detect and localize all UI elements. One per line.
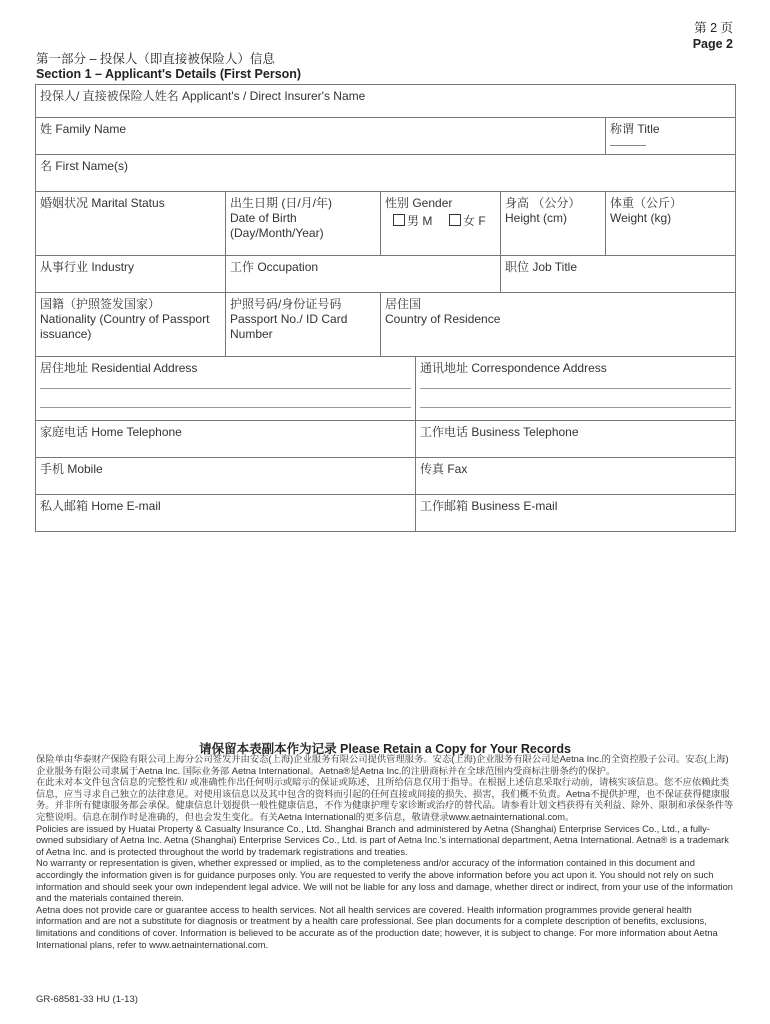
dob-format: (Day/Month/Year) [230, 226, 324, 240]
applicant-name-label: 投保人/ 直接被保险人姓名 Applicant's / Direct Insurer's Name [40, 89, 366, 103]
gender-label: 性别 Gender [385, 196, 453, 210]
job-title-field[interactable] [501, 256, 736, 293]
page-number-cn: 第 2 页 [694, 21, 733, 35]
weight-label-en: Weight (kg) [610, 211, 672, 225]
industry-field[interactable] [36, 256, 226, 293]
home-email-label: 私人邮箱 Home E-mail [40, 499, 161, 513]
mobile-field[interactable] [36, 458, 416, 495]
passport-label-cn: 护照号码/身份证号码 [230, 297, 342, 311]
residence-label-cn: 居住国 [385, 297, 422, 311]
dob-label-en: Date of Birth [230, 211, 297, 225]
residential-address-label: 居住地址 Residential Address [40, 361, 198, 375]
page-number-en: Page 2 [692, 37, 733, 51]
retain-copy-heading: 请保留本表副本作为记录 Please Retain a Copy for Your Records [199, 742, 571, 756]
disclaimer [36, 754, 736, 951]
title-field[interactable] [606, 118, 736, 155]
home-telephone-label: 家庭电话 Home Telephone [40, 425, 182, 439]
female-label: 女 F [463, 214, 486, 228]
nationality-label-cn: 国籍（护照签发国家） [40, 297, 161, 311]
mobile-label: 手机 Mobile [40, 462, 103, 476]
male-checkbox[interactable] [393, 214, 405, 226]
home-email-field[interactable] [36, 495, 416, 532]
family-name-field[interactable] [36, 118, 606, 155]
fax-field[interactable] [416, 458, 736, 495]
first-name-label: 名 First Name(s) [40, 159, 128, 173]
applicant-name-field[interactable] [36, 85, 736, 118]
disclaimer-en-3: Aetna does not provide care or guarantee access to health services. Not all health services are covered. Health information programmes provide general health information and are not a substitute for diagnosis or treatment by a health care professional. See plan documents for a complete description of benefits, exclusions, limitations and conditions of cover. Information is believed to be accurate as of the production date; however, it is subject to change. For more information about Aetna International plans, refer to www.aetnainternational.com. [36, 904, 718, 950]
section-heading [36, 52, 301, 82]
occupation-label: 工作 Occupation [230, 260, 319, 274]
passport-field[interactable] [226, 293, 381, 357]
disclaimer-en-2: No warranty or representation is given, whether expressed or implied, as to the completeness and/or accuracy of the information contained in this document and accordingly the information given is for guidance purposes only. You are requested to verify the above information before you act upon it. You should not rely on such information and should seek your own independent legal advice. We will not be liable for any loss and damage, whether direct or indirect, from your use of the information and the materials contained therein. [36, 858, 733, 904]
dob-label-cn: 出生日期 (日/月/年) [230, 196, 332, 210]
address-line [40, 388, 411, 389]
correspondence-address-label: 通讯地址 Correspondence Address [420, 361, 607, 375]
job-title-label: 职位 Job Title [505, 260, 578, 274]
weight-label-cn: 体重（公斤） [610, 196, 683, 210]
male-label: 男 M [407, 214, 433, 228]
fax-label: 传真 Fax [420, 462, 468, 476]
industry-label: 从事行业 Industry [40, 260, 135, 274]
applicant-form [35, 84, 736, 532]
business-telephone-label: 工作电话 Business Telephone [420, 425, 579, 439]
residence-label-en: Country of Residence [385, 312, 501, 326]
first-name-field[interactable] [36, 155, 736, 192]
section-title-en: Section 1 – Applicant's Details (First Person) [36, 67, 302, 81]
family-name-label: 姓 Family Name [40, 122, 127, 136]
address-line [40, 407, 411, 408]
home-telephone-field[interactable] [36, 421, 416, 458]
correspondence-address-field[interactable] [416, 357, 736, 421]
section-title-cn: 第一部分 – 投保人（即直接被保险人）信息 [36, 52, 275, 66]
residential-address-field[interactable] [36, 357, 416, 421]
business-email-label: 工作邮箱 Business E-mail [420, 499, 558, 513]
dob-field[interactable] [226, 192, 381, 256]
page-number [693, 20, 733, 52]
business-telephone-field[interactable] [416, 421, 736, 458]
weight-field[interactable] [606, 192, 736, 256]
height-field[interactable] [501, 192, 606, 256]
nationality-field[interactable] [36, 293, 226, 357]
title-label: 称谓 Title [610, 122, 660, 136]
female-checkbox[interactable] [449, 214, 461, 226]
form-code: GR-68581-33 HU (1-13) [36, 994, 138, 1005]
occupation-field[interactable] [226, 256, 501, 293]
height-label-cn: 身高 （公分） [505, 196, 581, 210]
residence-field[interactable] [381, 293, 736, 357]
passport-label-en: Passport No./ ID Card Number [230, 312, 348, 341]
address-line [420, 388, 731, 389]
disclaimer-cn-2: 在此未对本文件包含信息的完整性和/ 或准确性作出任何明示或暗示的保证或陈述，且所给信息仅用于指导。在根据上述信息采取行动前，请核实该信息。您不应依赖此类信息，应当寻求自己独立的法律意见。对使用该信息以及其中包含的资料而引起的任何直接或间接的损失、损害，我们概不负责。Aetna不提供护理，也不保证获得健康服务。并非所有健康服务都会承保。健康信息计划提供一般性健康信息，不作为健康护理专家诊断或治疗的替代品。请参看计划文档获得有关利益、除外、限制和承保条件等完整说明。信息在制作时是准确的，但也会发生变化。有关Aetna International的更多信息，敬请登录www.aetnainternational.com。 [36, 777, 734, 822]
disclaimer-cn-1: 保险单由华泰财产保险有限公司上海分公司签发并由安态(上海)企业服务有限公司提供管理服务。安态(上海)企业服务有限公司是Aetna Inc.的全资控股子公司。安态(上海)企业服务有限公司隶属于Aetna Inc. 国际业务部 Aetna International。Aetna®是Aetna Inc.的注册商标并在全球范围内受商标注册条约的保护。 [36, 754, 729, 776]
address-line [420, 407, 731, 408]
title-line [610, 145, 646, 146]
marital-status-label: 婚姻状况 Marital Status [40, 196, 165, 210]
marital-status-field[interactable] [36, 192, 226, 256]
gender-field [381, 192, 501, 256]
nationality-label-en: Nationality (Country of Passport issuance) [40, 312, 210, 341]
disclaimer-en-1: Policies are issued by Huatai Property & Casualty Insurance Co., Ltd. Shanghai Branch and administered by Aetna (Shanghai) Enterprise Services Co., Ltd., a fully-owned subsidiary of Aetna Inc. Aetna (Shanghai) Enterprise Services Co., Ltd. is part of Aetna Inc.'s international department, Aetna International. Aetna® is a trademark of Aetna Inc. and is protected throughout the world by trademark registrations and treaties. [36, 823, 729, 857]
business-email-field[interactable] [416, 495, 736, 532]
height-label-en: Height (cm) [505, 211, 568, 225]
